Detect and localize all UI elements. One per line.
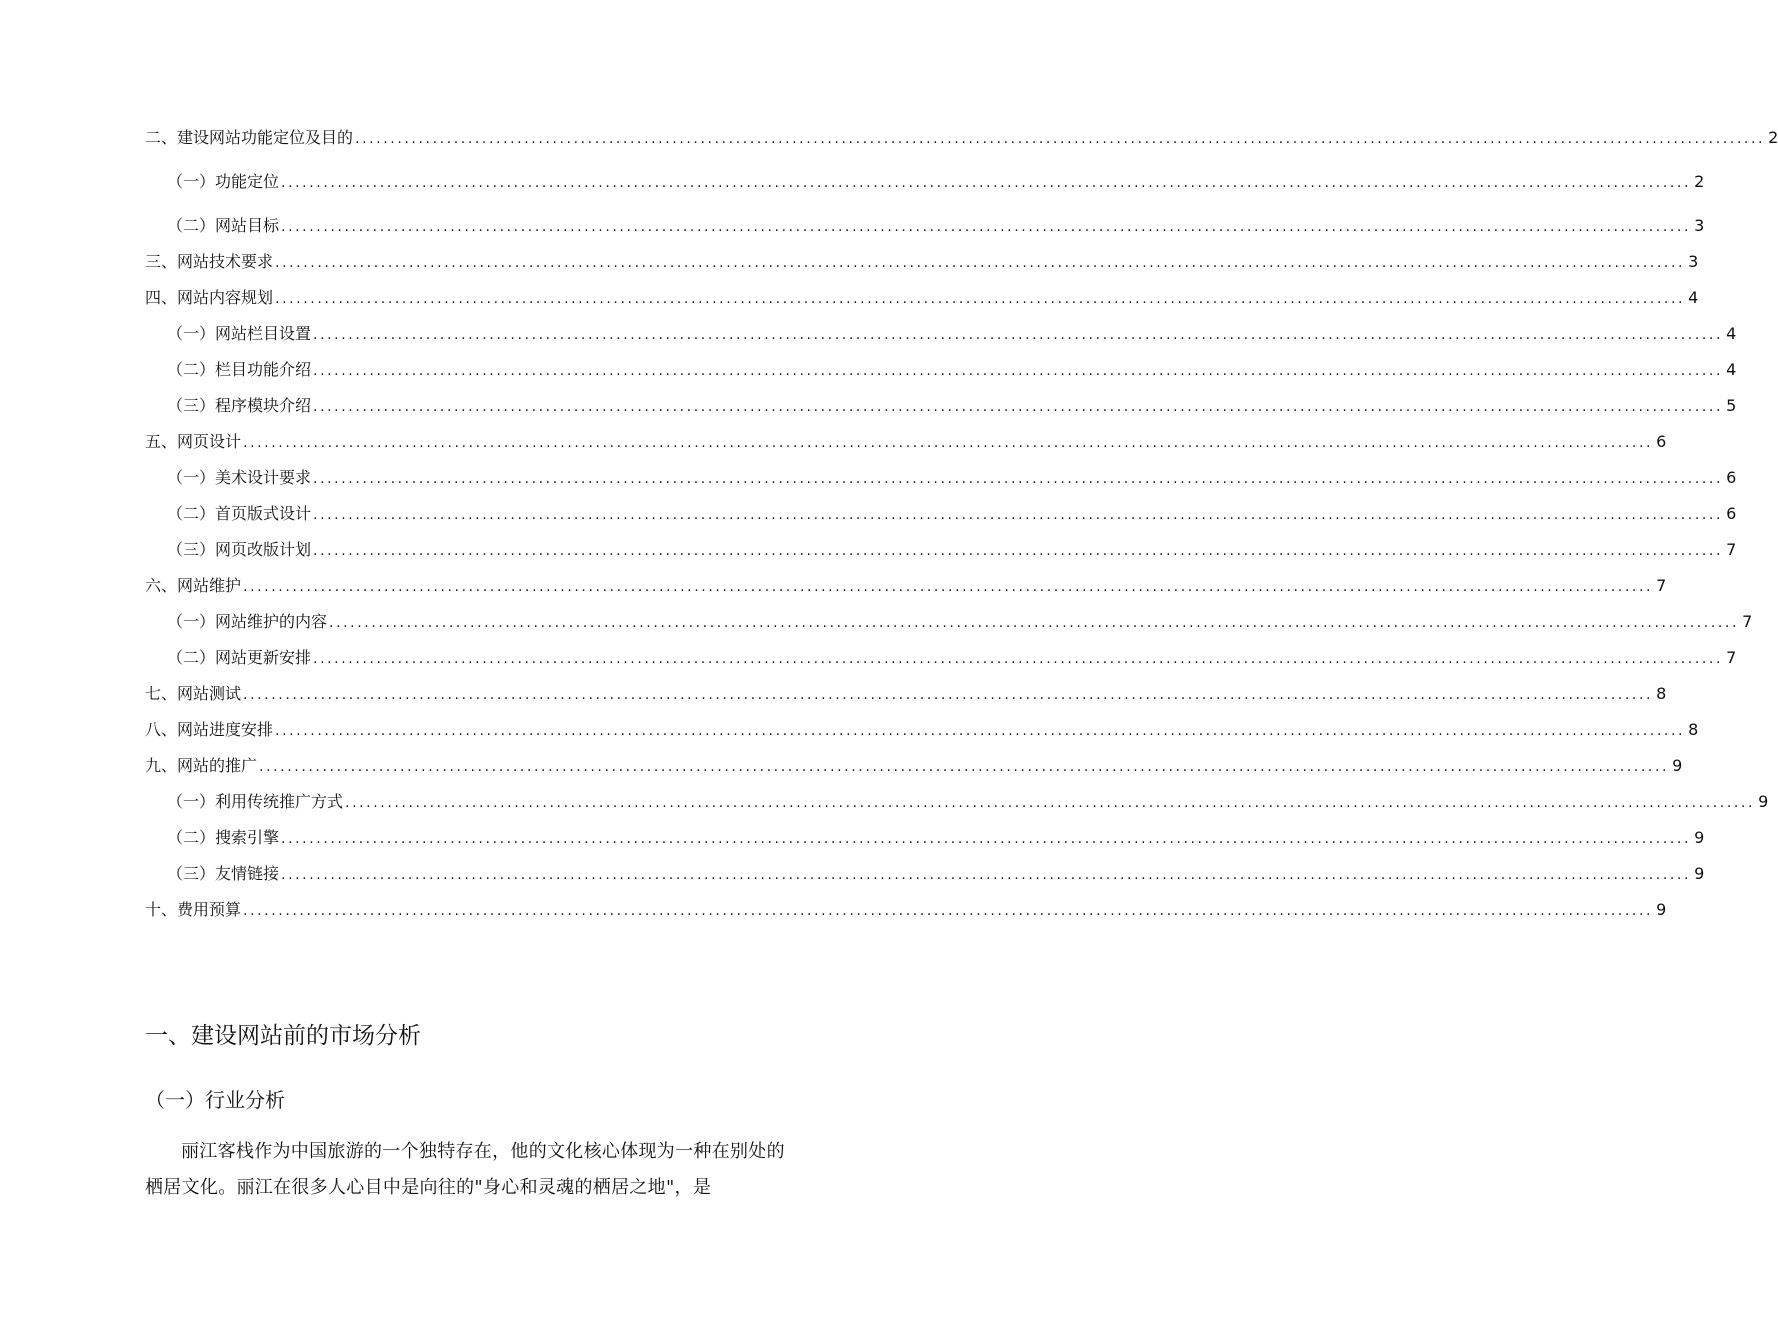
toc-leader-dots: ........................................................................................................................................................................................................ [329, 615, 1740, 631]
toc-entry-title: 四、网站内容规划 [145, 288, 274, 307]
toc-entry[interactable] [145, 536, 1737, 572]
toc-entry-page: 7 [1742, 612, 1753, 631]
toc-leader-dots: ........................................................................................................................................................................................................ [313, 327, 1724, 343]
toc-leader-dots: ........................................................................................................................................................................................................ [281, 219, 1692, 235]
toc-leader-dots: ........................................................................................................................................................................................................ [313, 363, 1724, 379]
toc-entry-title: （二）网站更新安排 [167, 648, 312, 667]
toc-entry-title: 三、网站技术要求 [145, 252, 274, 271]
toc-entry[interactable] [145, 824, 1705, 860]
body-paragraph: 丽江客栈作为中国旅游的一个独特存在，他的文化核心体现为一种在别处的栖居文化。丽江在很多人心目中是向往的"身心和灵魂的栖居之地"，是 [145, 1141, 785, 1198]
toc-entry[interactable] [145, 124, 1778, 160]
toc-entry[interactable] [145, 644, 1737, 680]
toc-entry[interactable] [145, 788, 1769, 824]
toc-entry[interactable] [145, 680, 1667, 716]
toc-entry[interactable] [145, 716, 1699, 752]
toc-entry-page: 9 [1758, 792, 1769, 811]
toc-entry-title: 六、网站维护 [145, 576, 242, 595]
toc-leader-dots: ........................................................................................................................................................................................................ [243, 687, 1654, 703]
toc-entry-page: 5 [1726, 396, 1737, 415]
toc-entry[interactable] [145, 896, 1667, 932]
toc-entry-title: 七、网站测试 [145, 684, 242, 703]
toc-entry[interactable] [145, 212, 1705, 248]
table-of-contents [145, 124, 1778, 932]
toc-entry-page: 9 [1694, 828, 1705, 847]
toc-entry-page: 7 [1726, 540, 1737, 559]
toc-entry-title: （二）搜索引擎 [167, 828, 280, 847]
toc-leader-dots: ........................................................................................................................................................................................................ [259, 759, 1670, 775]
toc-entry-page: 6 [1726, 468, 1737, 487]
toc-leader-dots: ........................................................................................................................................................................................................ [313, 543, 1724, 559]
toc-entry-page: 3 [1694, 216, 1705, 235]
toc-entry[interactable] [145, 248, 1699, 284]
toc-entry-page: 3 [1688, 252, 1699, 271]
toc-entry-page: 6 [1656, 432, 1667, 451]
toc-entry-title: （二）网站目标 [167, 216, 280, 235]
toc-leader-dots: ........................................................................................................................................................................................................ [313, 507, 1724, 523]
toc-leader-dots: ........................................................................................................................................................................................................ [275, 255, 1686, 271]
toc-leader-dots: ........................................................................................................................................................................................................ [275, 291, 1686, 307]
toc-entry-title: （一）利用传统推广方式 [167, 792, 344, 811]
toc-entry-title: （三）程序模块介绍 [167, 396, 312, 415]
toc-entry-page: 9 [1694, 864, 1705, 883]
toc-entry[interactable] [145, 572, 1667, 608]
toc-entry[interactable] [145, 608, 1753, 644]
toc-entry-page: 4 [1688, 288, 1699, 307]
toc-entry-title: （三）友情链接 [167, 864, 280, 883]
toc-entry-page: 7 [1726, 648, 1737, 667]
toc-leader-dots: ........................................................................................................................................................................................................ [275, 723, 1686, 739]
toc-leader-dots: ........................................................................................................................................................................................................ [345, 795, 1756, 811]
toc-entry-title: 五、网页设计 [145, 432, 242, 451]
toc-entry-page: 6 [1726, 504, 1737, 523]
toc-leader-dots: ........................................................................................................................................................................................................ [243, 579, 1654, 595]
toc-entry[interactable] [145, 500, 1737, 536]
toc-entry-title: （一）网站维护的内容 [167, 612, 328, 631]
toc-entry[interactable] [145, 860, 1705, 896]
toc-entry-title: （三）网页改版计划 [167, 540, 312, 559]
toc-entry-title: 九、网站的推广 [145, 756, 258, 775]
toc-leader-dots: ........................................................................................................................................................................................................ [243, 435, 1654, 451]
toc-leader-dots: ........................................................................................................................................................................................................ [313, 651, 1724, 667]
toc-entry-title: （一）网站栏目设置 [167, 324, 312, 343]
toc-entry[interactable] [145, 356, 1737, 392]
toc-entry[interactable] [145, 168, 1705, 204]
section-heading: 一、建设网站前的市场分析 [145, 1023, 421, 1049]
toc-entry-title: （二）首页版式设计 [167, 504, 312, 523]
toc-entry[interactable] [145, 752, 1683, 788]
toc-entry-title: （一）功能定位 [167, 172, 280, 191]
toc-leader-dots: ........................................................................................................................................................................................................ [313, 399, 1724, 415]
toc-entry-title: （一）美术设计要求 [167, 468, 312, 487]
toc-entry-page: 2 [1768, 128, 1778, 147]
toc-entry-page: 4 [1726, 324, 1737, 343]
toc-entry-title: （二）栏目功能介绍 [167, 360, 312, 379]
toc-leader-dots: ........................................................................................................................................................................................................ [281, 867, 1692, 883]
toc-entry[interactable] [145, 320, 1737, 356]
toc-entry-page: 2 [1694, 172, 1705, 191]
toc-leader-dots: ........................................................................................................................................................................................................ [281, 831, 1692, 847]
toc-leader-dots: ........................................................................................................................................................................................................ [355, 131, 1766, 147]
toc-entry-page: 9 [1672, 756, 1683, 775]
toc-entry-page: 9 [1656, 900, 1667, 919]
toc-entry-page: 8 [1688, 720, 1699, 739]
toc-entry-title: 十、费用预算 [145, 900, 242, 919]
toc-leader-dots: ........................................................................................................................................................................................................ [281, 175, 1692, 191]
toc-entry-page: 8 [1656, 684, 1667, 703]
toc-leader-dots: ........................................................................................................................................................................................................ [313, 471, 1724, 487]
toc-entry[interactable] [145, 464, 1737, 500]
toc-entry-title: 二、建设网站功能定位及目的 [145, 128, 354, 147]
toc-entry-page: 4 [1726, 360, 1737, 379]
toc-leader-dots: ........................................................................................................................................................................................................ [243, 903, 1654, 919]
toc-entry[interactable] [145, 284, 1699, 320]
section-subheading: （一）行业分析 [145, 1088, 285, 1112]
toc-entry-page: 7 [1656, 576, 1667, 595]
toc-entry[interactable] [145, 392, 1737, 428]
toc-entry-title: 八、网站进度安排 [145, 720, 274, 739]
toc-entry[interactable] [145, 428, 1667, 464]
